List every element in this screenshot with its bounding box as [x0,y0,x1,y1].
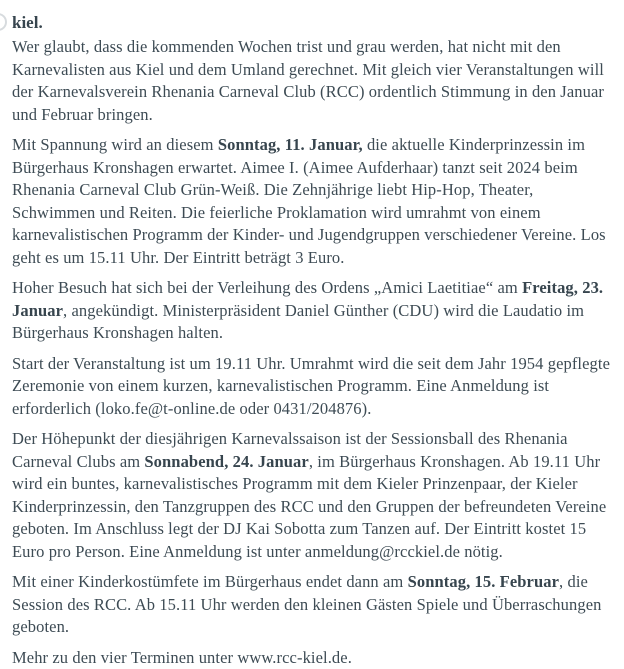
paragraph-ordensverleihung [12,277,612,345]
news-article-body [12,13,612,669]
paragraph-text: , angekündigt. Ministerpräsident Daniel Günther (CDU) wird die Laudatio im Bürgerhaus Kronshagen halten. [12,300,585,342]
event-date-24-januar: Sonnabend, 24. Januar [144,451,309,471]
paragraph-weblink [12,647,612,669]
paragraph-kinderkostuemfete [12,571,612,639]
paragraph-text: , im Bürgerhaus Kronshagen. Ab 19.11 Uhr wird ein buntes, karnevalistisches Programm mit dem Kieler Prinzenpaar, der Kieler Kinderprinzessin, den Tanzgruppen des RCC und den Gruppen der befreundeten Vereine geboten. Im Anschluss legt der DJ Kai Sobotta zum Tanzen auf. Der Eintritt kostet 15 Euro pro Person. Eine Anmeldung ist unter anmeldung@rcckiel.de nötig. [12,451,607,561]
paragraph-text: , die Session des RCC. Ab 15.11 Uhr werden den kleinen Gästen Spiele und Überraschungen geboten. [12,572,602,636]
paragraph-intro [12,36,612,126]
article-kicker [12,13,612,33]
kicker-text: kiel. [12,13,43,32]
paragraph-text: Mit einer Kinderkostümfete im Bürgerhaus endet dann am [12,572,408,591]
paragraph-veranstaltungsstart [12,353,612,421]
event-date-23-januar: Freitag, 23. Januar [12,278,604,320]
cropped-glyph-fragment [0,13,7,31]
paragraph-text: Mit Spannung wird an diesem [12,135,218,154]
event-date-15-februar: Sonntag, 15. Februar [407,572,560,591]
paragraph-kinderprinzessin [12,134,612,269]
paragraph-text: Hoher Besuch hat sich bei der Verleihung des Ordens „Amici Laetitiae“ am [12,278,523,297]
paragraph-text: Der Höhepunkt der diesjährigen Karnevalssaison ist der Sessionsball des Rhenania Carneval Clubs am [12,429,568,471]
paragraph-text: Start der Veranstaltung ist um 19.11 Uhr. Umrahmt wird die seit dem Jahr 1954 gepflegte Zeremonie von einem kurzen, karnevalistischen Programm. Eine Anmeldung ist erforderlich (loko.fe@t-online.de oder 0431/204876). [12,353,611,418]
paragraph-text: die aktuelle Kinderprinzessin im Bürgerhaus Kronshagen erwartet. Aimee I. (Aimee Aufderhaar) tanzt seit 2024 beim Rhenania Carneval Club Grün-Weiß. Die Zehnjährige liebt Hip-Hop, Theater, Schwimmen und Reiten. Die feierliche Proklamation wird umrahmt von einem karnevalistischen Programm der Kinder- und Jugendgruppen verschiedener Vereine. Los geht es um 15.11 Uhr. Der Eintritt beträgt 3 Euro. [12,135,606,267]
paragraph-sessionsball [12,428,612,563]
paragraph-text: Mehr zu den vier Terminen unter www.rcc-kiel.de. [12,647,352,667]
event-date-11-januar: Sonntag, 11. Januar, [217,135,363,154]
paragraph-text: Wer glaubt, dass die kommenden Wochen trist und grau werden, hat nicht mit den Karnevalisten aus Kiel und dem Umland gerechnet. Mit gleich vier Veranstaltungen will der Karnevalsverein Rhenania Carneval Club (RCC) ordentlich Stimmung in den Januar und Februar bringen. [12,37,604,124]
